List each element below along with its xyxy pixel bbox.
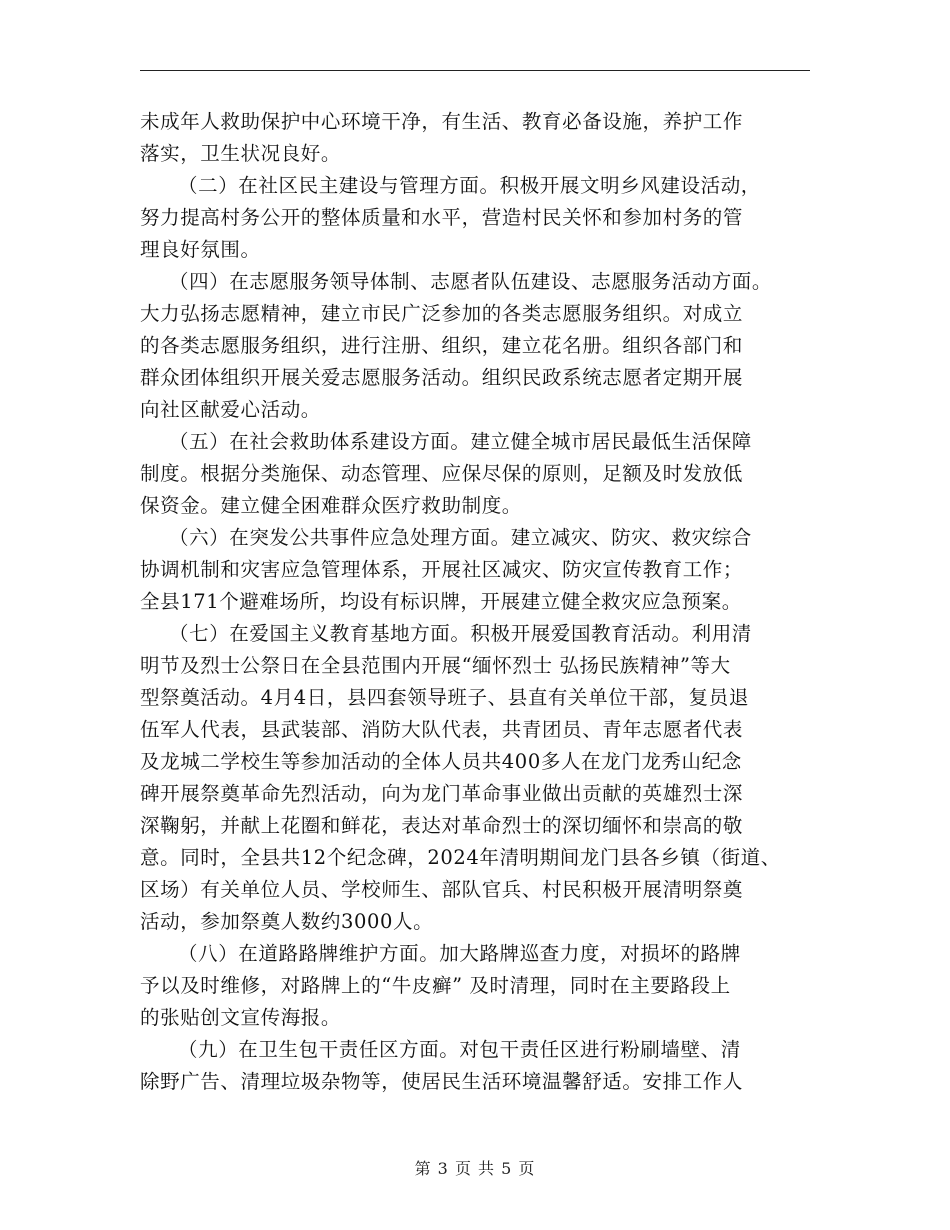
document-body [140, 106, 830, 1098]
text-line: （六）在突发公共事件应急处理方面。建立减灾、防灾、救灾综合 [169, 526, 752, 549]
text-line: 的各类志愿服务组织，进行注册、组织，建立花名册。组织各部门和 [140, 334, 744, 357]
text-line: 活动，参加祭奠人数约3000人。 [140, 910, 434, 933]
text-line: （五）在社会救助体系建设方面。建立健全城市居民最低生活保障 [169, 430, 752, 453]
text-line: 碑开展祭奠革命先烈活动，向为龙门革命事业做出贡献的英雄烈士深 [140, 782, 744, 805]
text-line: 努力提高村务公开的整体质量和水平，营造村民关怀和参加村务的管 [140, 206, 744, 229]
text-line: 除野广告、清理垃圾杂物等，使居民生活环境温馨舒适。安排工作人 [140, 1070, 744, 1093]
text-line: （八）在道路路牌维护方面。加大路牌巡查力度，对损坏的路牌 [178, 942, 741, 965]
text-line: 型祭奠活动。4月4日，县四套领导班子、县直有关单位干部，复员退 [140, 686, 749, 709]
text-line: （七）在爱国主义教育基地方面。积极开展爱国教育活动。利用清 [169, 622, 752, 645]
text-line: 予以及时维修，对路牌上的“牛皮癣” 及时清理，同时在主要路段上 [140, 974, 731, 997]
text-line: 向社区献爱心活动。 [140, 398, 321, 421]
text-line: 明节及烈士公祭日在全县范围内开展“缅怀烈士 弘扬民族精神”等大 [140, 654, 731, 677]
text-line: 群众团体组织开展关爱志愿服务活动。组织民政系统志愿者定期开展 [140, 366, 744, 389]
text-line: 的张贴创文宣传海报。 [140, 1006, 342, 1029]
text-line: 区场）有关单位人员、学校师生、部队官兵、村民积极开展清明祭奠 [140, 878, 744, 901]
page-footer: 第 3 页 共 5 页 [414, 1159, 536, 1178]
text-line: 协调机制和灾害应急管理体系，开展社区减灾、防灾宣传教育工作； [140, 558, 744, 581]
text-line: （九）在卫生包干责任区方面。对包干责任区进行粉刷墙壁、清 [178, 1038, 741, 1061]
text-line: 保资金。建立健全困难群众医疗救助制度。 [140, 494, 522, 517]
text-line: 全县171个避难场所，均设有标识牌，开展建立健全救灾应急预案。 [140, 590, 742, 613]
text-line: 未成年人救助保护中心环境干净，有生活、教育必备设施，养护工作 [140, 110, 744, 133]
text-line: 及龙城二学校生等参加活动的全体人员共400多人在龙门龙秀山纪念 [140, 750, 742, 773]
header-rule [140, 70, 810, 71]
text-line: 大力弘扬志愿精神，建立市民广泛参加的各类志愿服务组织。对成立 [140, 302, 744, 325]
text-line: 制度。根据分类施保、动态管理、应保尽保的原则，足额及时发放低 [140, 462, 744, 485]
text-line: 落实，卫生状况良好。 [140, 142, 342, 165]
text-line: （四）在志愿服务领导体制、志愿者队伍建设、志愿服务活动方面。 [169, 270, 773, 293]
text-line: （二）在社区民主建设与管理方面。积极开展文明乡风建设活动， [178, 174, 761, 197]
text-line: 理良好氛围。 [140, 238, 261, 261]
text-line: 意。同时，全县共12个纪念碑，2024年清明期间龙门县各乡镇（街道、 [140, 846, 781, 869]
text-line: 深鞠躬，并献上花圈和鲜花，表达对革命烈士的深切缅怀和崇高的敬 [140, 814, 744, 837]
text-line: 伍军人代表，县武装部、消防大队代表，共青团员、青年志愿者代表 [140, 718, 744, 741]
